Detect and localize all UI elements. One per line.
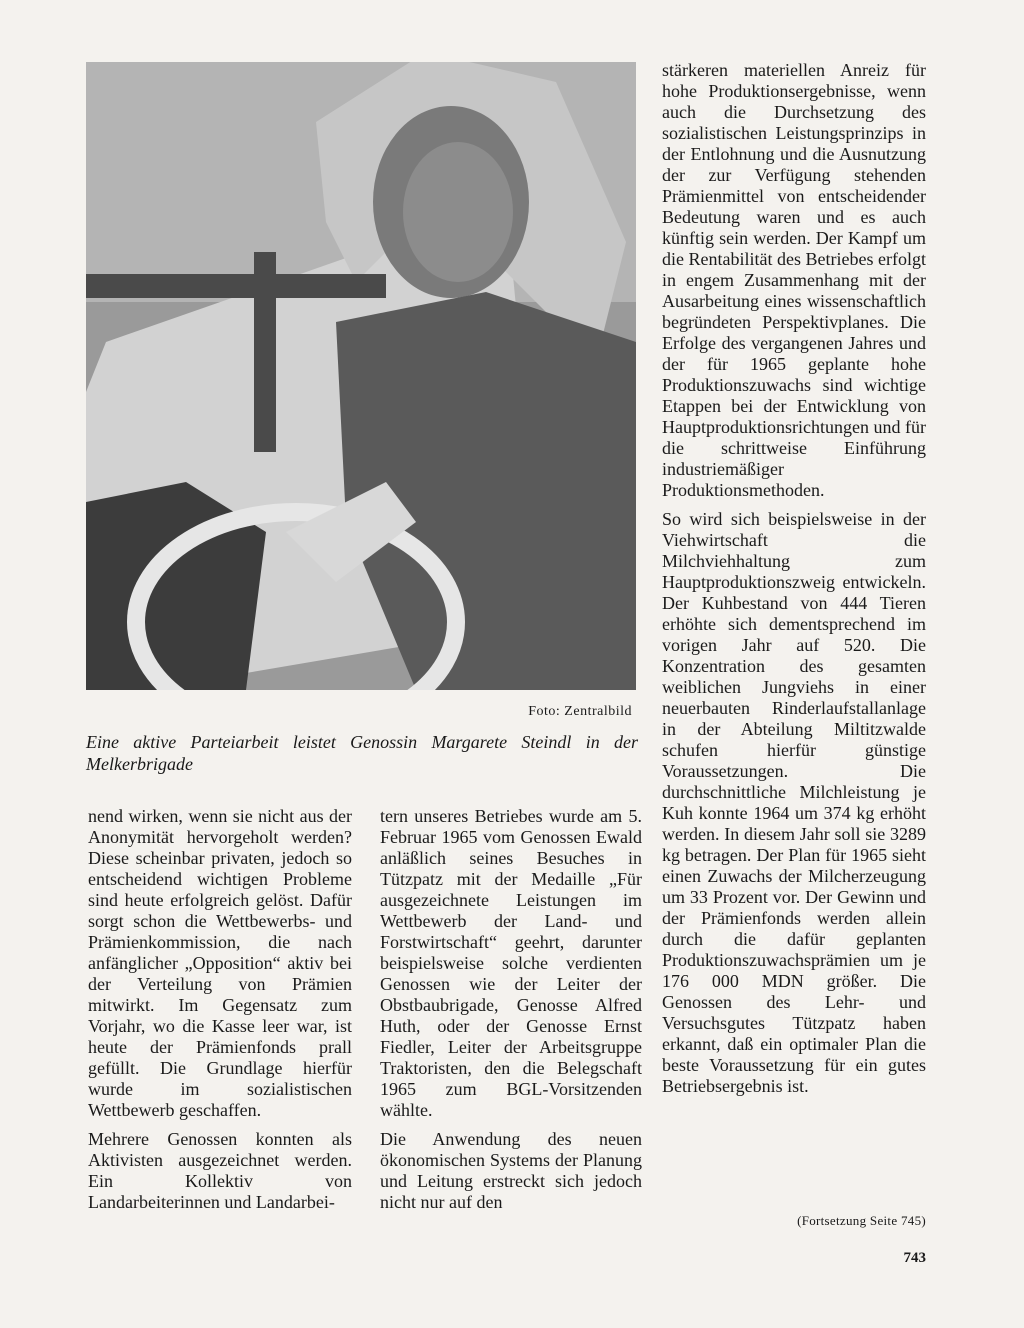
paragraph: Die Anwendung des neuen ökonomischen Systems der Planung und Leitung erstreckt sich jedoch nicht nur auf den	[380, 1129, 642, 1212]
paragraph: Mehrere Genossen konnten als Aktivisten ausgezeichnet werden. Ein Kollektiv von Landarbeiterinnen und Landarbei-	[88, 1129, 352, 1212]
article-photo	[86, 62, 636, 690]
paragraph: stärkeren materiellen Anreiz für hohe Produktionsergebnisse, wenn auch die Durchsetzung des sozialistischen Leistungsprinzips in der Entlohnung und die Ausnutzung der zur Verfügung stehenden Prämienmittel von entscheidender Bedeutung waren und es auch künftig sein werden. Der Kampf um die Rentabilität des Betriebes erfolgt in engem Zusammenhang mit der Ausarbeitung eines wissenschaftlich begründeten Perspektivplanes. Die Erfolge des vergangenen Jahres und der für 1965 geplante hohe Produktionszuwachs sind wichtige Etappen bei der Entwicklung von Hauptproduktionsrichtungen und für die schrittweise Einführung industriemäßiger Produktionsmethoden.	[662, 60, 926, 500]
photo-caption: Eine aktive Parteiarbeit leistet Genossin Margarete Steindl in der Melkerbrigade	[86, 732, 638, 774]
article-column-middle	[380, 806, 642, 1221]
page-number: 743	[903, 1250, 926, 1266]
article-column-left	[88, 806, 352, 1221]
photo-credit: Foto: Zentralbild	[528, 704, 632, 719]
photo-illustration	[86, 62, 636, 690]
paragraph: tern unseres Betriebes wurde am 5. Februar 1965 vom Genossen Ewald anläßlich seines Besuches in Tützpatz mit der Medaille „Für ausgezeichnete Leistungen im Wettbewerb der Land- und Forstwirtschaft“ geehrt, darunter beispielsweise solche verdienten Genossen wie der Leiter der Obstbaubrigade, Genosse Alfred Huth, oder der Genosse Ernst Fiedler, Leiter der Arbeitsgruppe Traktoristen, den die Belegschaft 1965 zum BGL-Vorsitzenden wählte.	[380, 806, 642, 1120]
article-column-right	[662, 60, 926, 1105]
paragraph: nend wirken, wenn sie nicht aus der Anonymität hervorgeholt werden? Diese scheinbar privaten, jedoch so entscheidend wichtigen Probleme sind heute erfolgreich gelöst. Dafür sorgt schon die Wettbewerbs- und Prämienkommission, die nach anfänglicher „Opposition“ aktiv bei der Verteilung von Prämien mitwirkt. Im Gegensatz zum Vorjahr, wo die Kasse leer war, ist heute der Prämienfonds prall gefüllt. Die Grundlage hierfür wurde im sozialistischen Wettbewerb geschaffen.	[88, 806, 352, 1120]
continuation-note: (Fortsetzung Seite 745)	[797, 1213, 926, 1228]
paragraph: So wird sich beispielsweise in der Viehwirtschaft die Milchviehhaltung zum Hauptproduktionszweig entwickeln. Der Kuhbestand von 444 Tieren erhöhte sich dementsprechend im vorigen Jahr auf 520. Die Konzentration des gesamten weiblichen Jungviehs in einer neuerbauten Rinderlaufstallanlage in der Abteilung Miltitzwalde schufen hierfür günstige Voraussetzungen. Die durchschnittliche Milchleistung je Kuh konnte 1964 um 374 kg erhöht werden. In diesem Jahr soll sie 3289 kg betragen. Der Plan für 1965 sieht einen Zuwachs der Milcherzeugung um 33 Prozent vor. Der Gewinn und der Prämienfonds werden allein durch die dafür geplanten Produktionszuwachsprämien um je 176 000 MDN größer. Die Genossen des Lehr- und Versuchsgutes Tützpatz haben erkannt, daß ein optimaler Plan die beste Voraussetzung für ein gutes Betriebsergebnis ist.	[662, 509, 926, 1096]
